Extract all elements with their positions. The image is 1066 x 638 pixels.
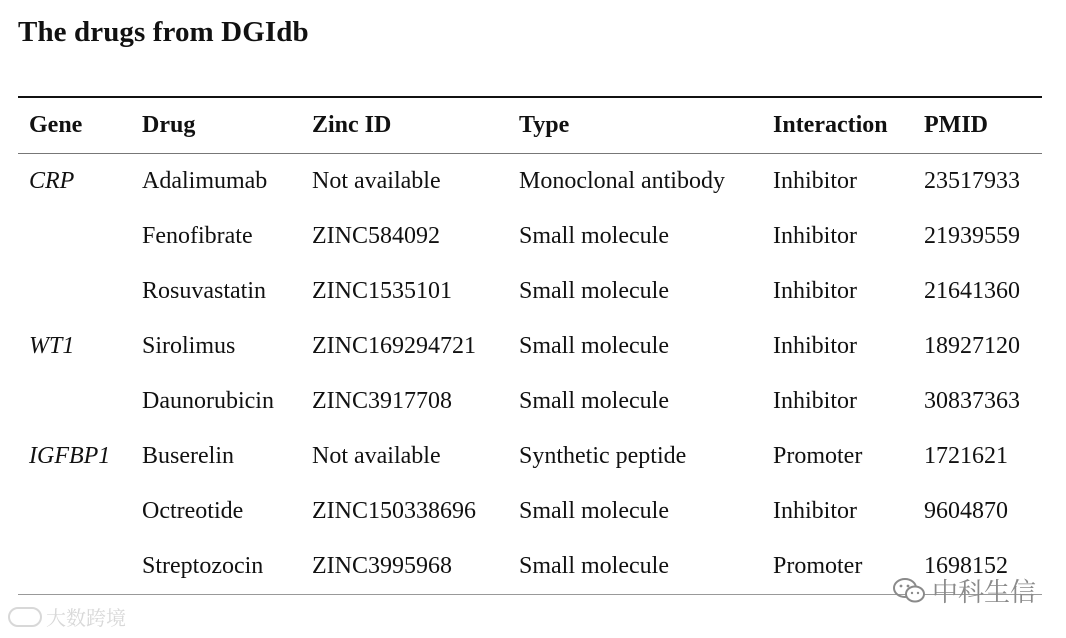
cell-zinc-id: ZINC1535101	[312, 278, 452, 304]
cell-gene	[18, 539, 142, 594]
cell-type: Small molecule	[519, 388, 669, 414]
cell-drug: Fenofibrate	[142, 223, 253, 249]
cell-zinc-id: ZINC169294721	[312, 333, 476, 359]
cell-gene: IGFBP1	[29, 443, 111, 469]
cell-type: Monoclonal antibody	[519, 168, 725, 194]
cell-interaction: Inhibitor	[773, 278, 857, 304]
cell-pmid: 18927120	[924, 333, 1020, 359]
cell-interaction: Inhibitor	[773, 498, 857, 524]
cell-pmid: 1721621	[924, 443, 1008, 469]
header-type: Type	[519, 112, 570, 138]
cell-pmid: 21641360	[924, 278, 1020, 304]
cell-type: Small molecule	[519, 223, 669, 249]
table-row	[18, 374, 1042, 429]
cell-drug: Daunorubicin	[142, 388, 274, 414]
cell-zinc-id: ZINC584092	[312, 223, 440, 249]
cell-pmid: 23517933	[924, 168, 1020, 194]
watermark-left-text: 大数跨境	[46, 606, 126, 630]
header-row	[18, 98, 1042, 153]
cell-gene: CRP	[29, 168, 75, 194]
cell-pmid: 1698152	[924, 553, 1008, 579]
cell-gene	[18, 209, 142, 264]
watermark-left	[8, 602, 126, 631]
table-row	[18, 154, 1042, 209]
cell-type: Small molecule	[519, 553, 669, 579]
cell-interaction: Inhibitor	[773, 388, 857, 414]
cell-zinc-id: Not available	[312, 168, 441, 194]
watermark-right	[892, 572, 1036, 609]
drug-table	[18, 98, 1042, 153]
wechat-icon	[892, 577, 926, 605]
brand-logo-icon	[8, 607, 42, 627]
header-drug: Drug	[142, 112, 196, 138]
cell-drug: Sirolimus	[142, 333, 236, 359]
header-pmid: PMID	[924, 112, 988, 138]
cell-drug: Buserelin	[142, 443, 234, 469]
table-row	[18, 539, 1042, 594]
cell-gene	[18, 374, 142, 429]
watermark-right-text: 中科生信	[931, 578, 1036, 608]
header-interaction: Interaction	[773, 112, 888, 138]
page-title: The drugs from DGIdb	[18, 16, 309, 48]
cell-pmid: 30837363	[924, 388, 1020, 414]
cell-pmid: 9604870	[924, 498, 1008, 524]
cell-type: Small molecule	[519, 278, 669, 304]
cell-zinc-id: ZINC3917708	[312, 388, 452, 414]
cell-type: Small molecule	[519, 333, 669, 359]
cell-drug: Octreotide	[142, 498, 244, 524]
cell-zinc-id: Not available	[312, 443, 441, 469]
cell-drug: Streptozocin	[142, 553, 264, 579]
table-header	[18, 98, 1042, 153]
cell-pmid: 21939559	[924, 223, 1020, 249]
cell-gene	[18, 484, 142, 539]
table-row	[18, 264, 1042, 319]
table-bottom-rule	[18, 594, 1042, 595]
table-row	[18, 319, 1042, 374]
cell-interaction: Promoter	[773, 443, 863, 469]
cell-zinc-id: ZINC3995968	[312, 553, 452, 579]
drug-table-container	[18, 96, 1042, 595]
cell-drug: Rosuvastatin	[142, 278, 266, 304]
cell-type: Small molecule	[519, 498, 669, 524]
cell-interaction: Inhibitor	[773, 223, 857, 249]
header-zinc-id: Zinc ID	[312, 112, 392, 138]
cell-interaction: Inhibitor	[773, 168, 857, 194]
cell-gene	[18, 264, 142, 319]
table-row	[18, 209, 1042, 264]
table-row	[18, 429, 1042, 484]
table-body	[18, 154, 1042, 594]
cell-gene: WT1	[29, 333, 75, 359]
cell-interaction: Promoter	[773, 553, 863, 579]
drug-table-body	[18, 154, 1042, 594]
header-gene: Gene	[29, 112, 83, 138]
cell-drug: Adalimumab	[142, 168, 268, 194]
table-row	[18, 484, 1042, 539]
cell-zinc-id: ZINC150338696	[312, 498, 476, 524]
cell-type: Synthetic peptide	[519, 443, 687, 469]
cell-interaction: Inhibitor	[773, 333, 857, 359]
